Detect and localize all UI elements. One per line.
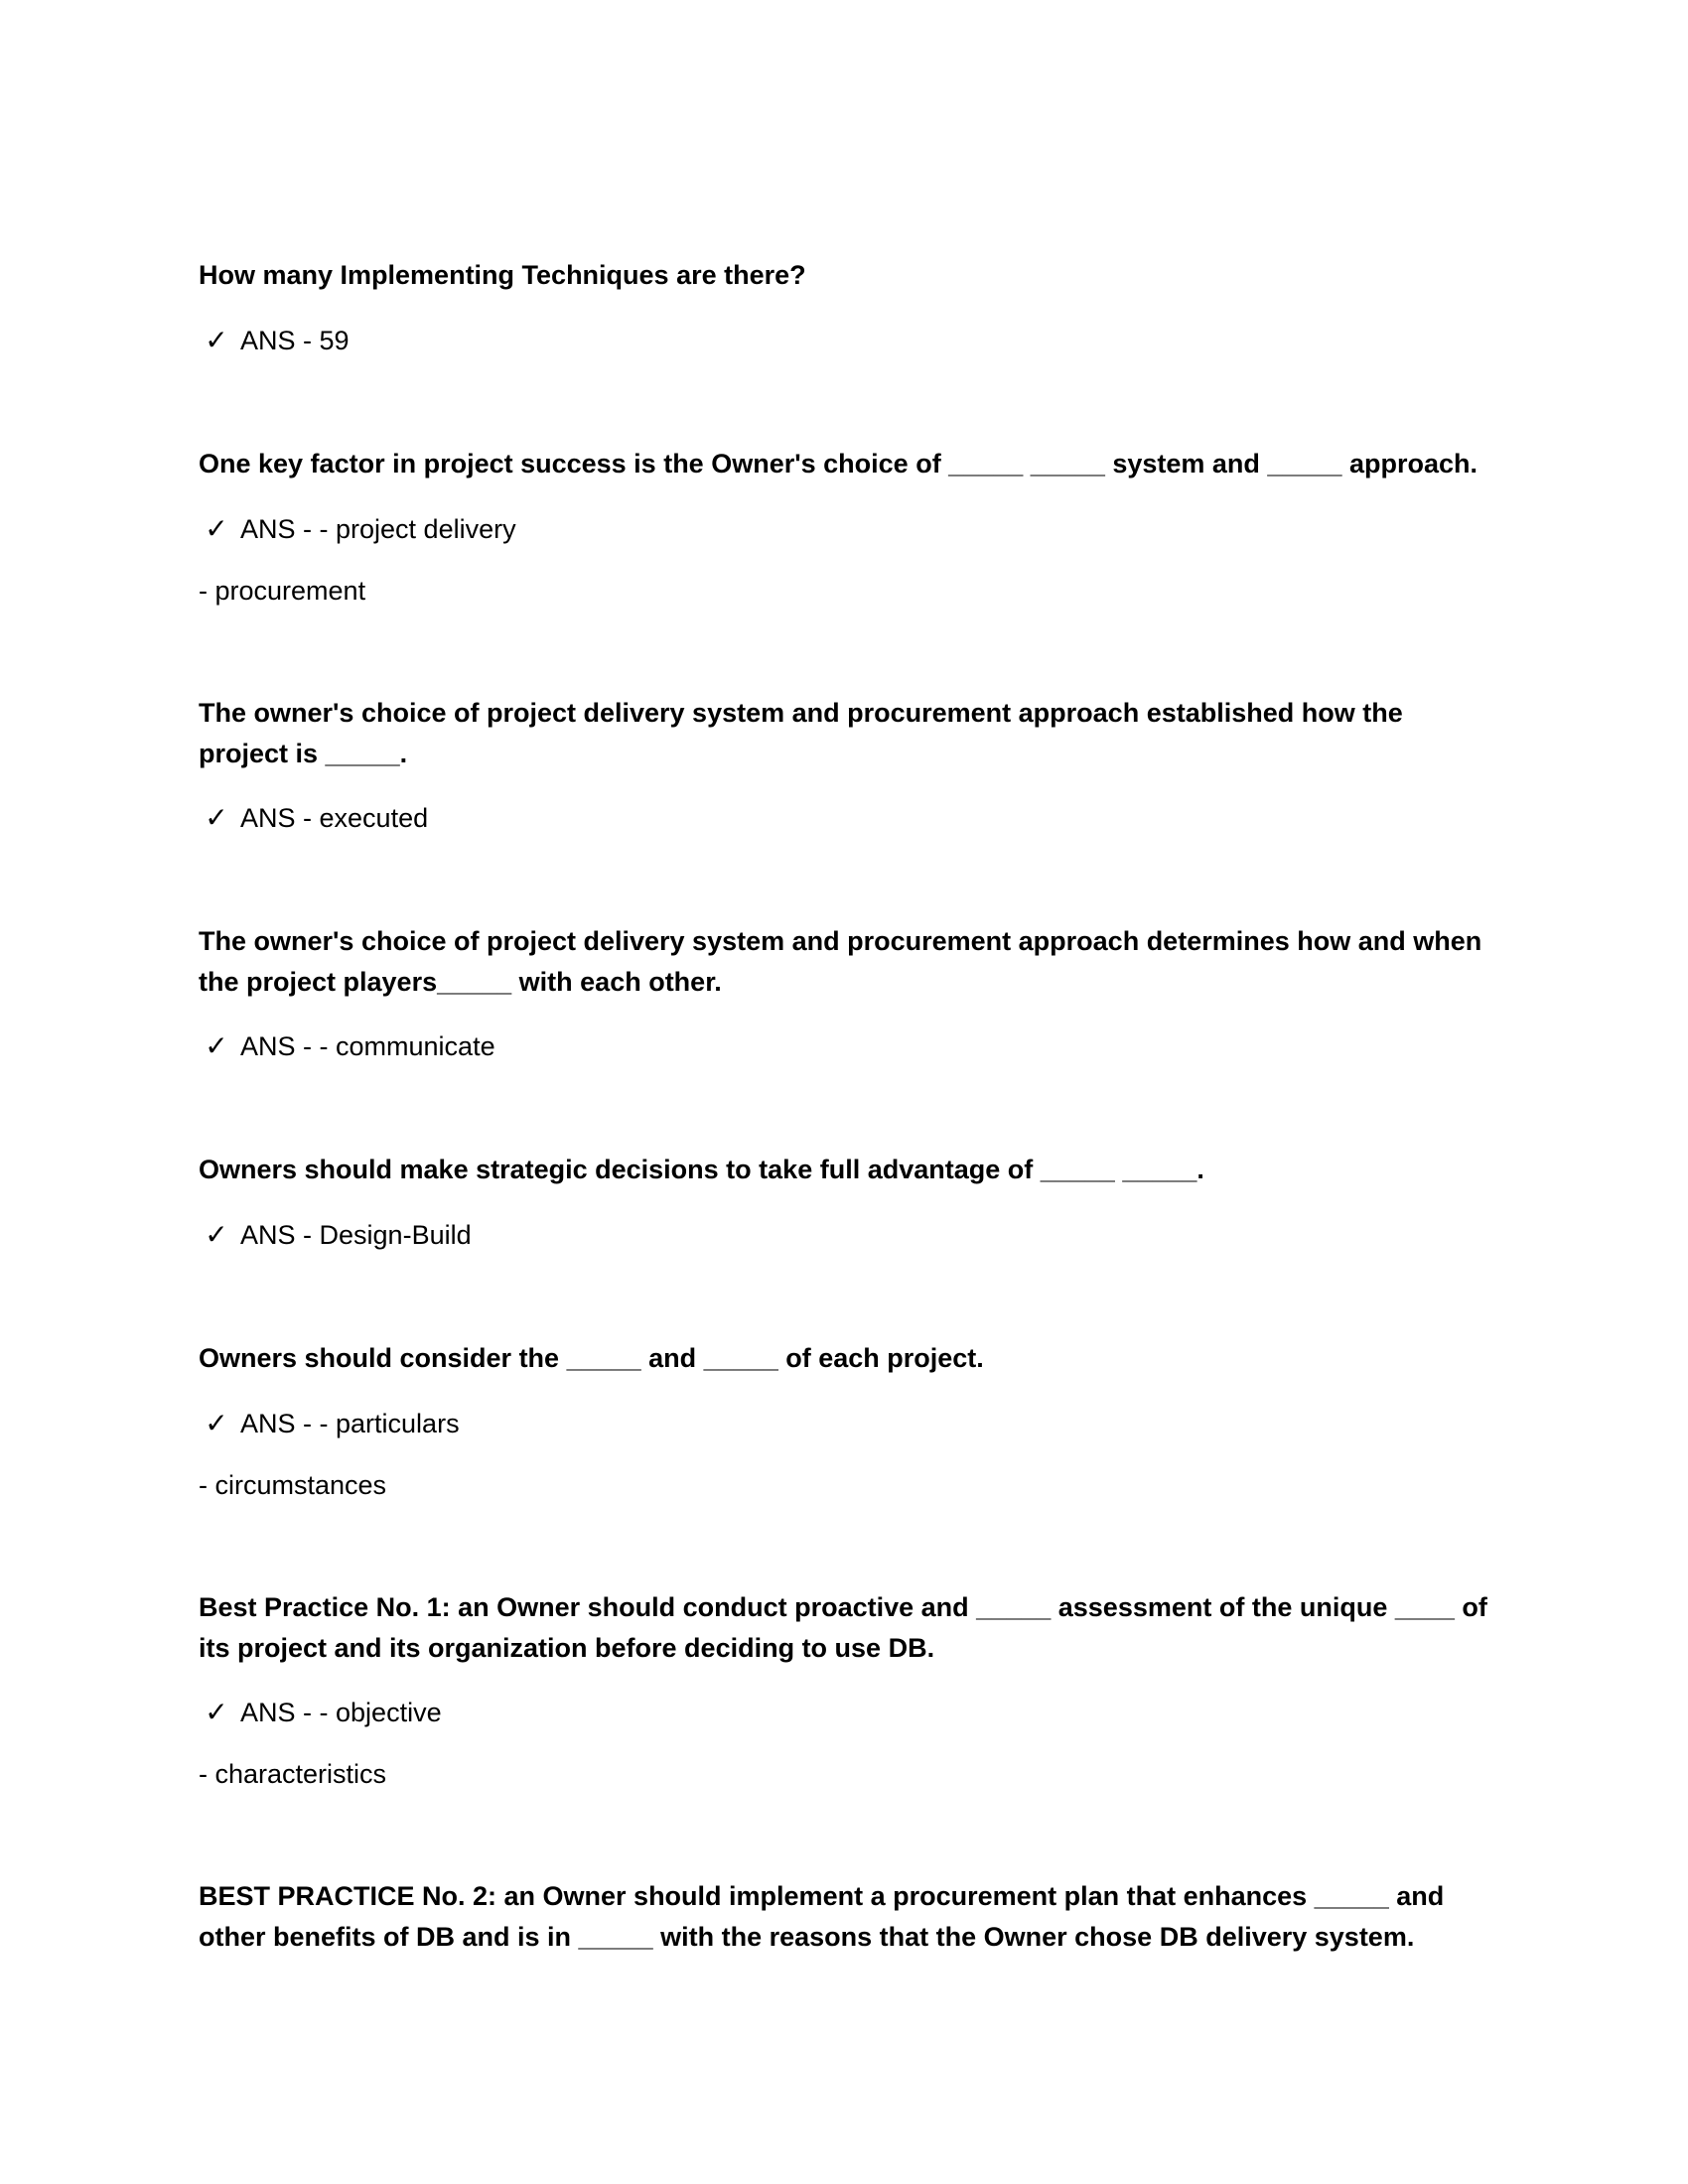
answer-line xyxy=(199,797,1489,839)
answer-text: ANS - 59 xyxy=(240,326,350,355)
answer-line xyxy=(199,320,1489,361)
answer-text: ANS - - communicate xyxy=(240,1031,495,1061)
question-text: Owners should consider the _____ and _____ of each project. xyxy=(199,1343,984,1373)
answer-line xyxy=(199,1403,1489,1444)
check-icon: ✓ xyxy=(205,1218,228,1251)
answer-text: ANS - - particulars xyxy=(240,1409,460,1438)
answer-continuation: - procurement xyxy=(199,576,366,606)
check-icon: ✓ xyxy=(205,801,228,834)
answer-text: ANS - executed xyxy=(240,803,429,833)
answer-text: ANS - - objective xyxy=(240,1698,442,1727)
question-text: BEST PRACTICE No. 2: an Owner should implement a procurement plan that enhances _____ and other benefits of DB and is in _____ with the reasons that the Owner chose DB delivery system. xyxy=(199,1881,1445,1952)
question-text: Best Practice No. 1: an Owner should conduct proactive and _____ assessment of the unique ____ of its project and its organization before deciding to use DB. xyxy=(199,1592,1487,1663)
answer-line xyxy=(199,1025,1489,1067)
check-icon: ✓ xyxy=(205,512,228,545)
question-text: Owners should make strategic decisions to take full advantage of _____ _____. xyxy=(199,1155,1204,1184)
question-text: How many Implementing Techniques are there? xyxy=(199,260,806,290)
answer-line xyxy=(199,1692,1489,1733)
check-icon: ✓ xyxy=(205,1407,228,1439)
answer-text: ANS - Design-Build xyxy=(240,1220,472,1250)
check-icon: ✓ xyxy=(205,1029,228,1062)
question-text: The owner's choice of project delivery system and procurement approach determines how and when the project players_____ with each other. xyxy=(199,926,1482,997)
answer-continuation: - characteristics xyxy=(199,1759,387,1789)
answer-continuation: - circumstances xyxy=(199,1470,387,1500)
check-icon: ✓ xyxy=(205,324,228,356)
question-text: One key factor in project success is the Owner's choice of _____ _____ system and _____ approach. xyxy=(199,449,1478,478)
answer-text: ANS - - project delivery xyxy=(240,514,516,544)
answer-line xyxy=(199,508,1489,550)
question-text: The owner's choice of project delivery system and procurement approach established how the project is _____. xyxy=(199,698,1403,768)
answer-line xyxy=(199,1214,1489,1256)
check-icon: ✓ xyxy=(205,1696,228,1728)
